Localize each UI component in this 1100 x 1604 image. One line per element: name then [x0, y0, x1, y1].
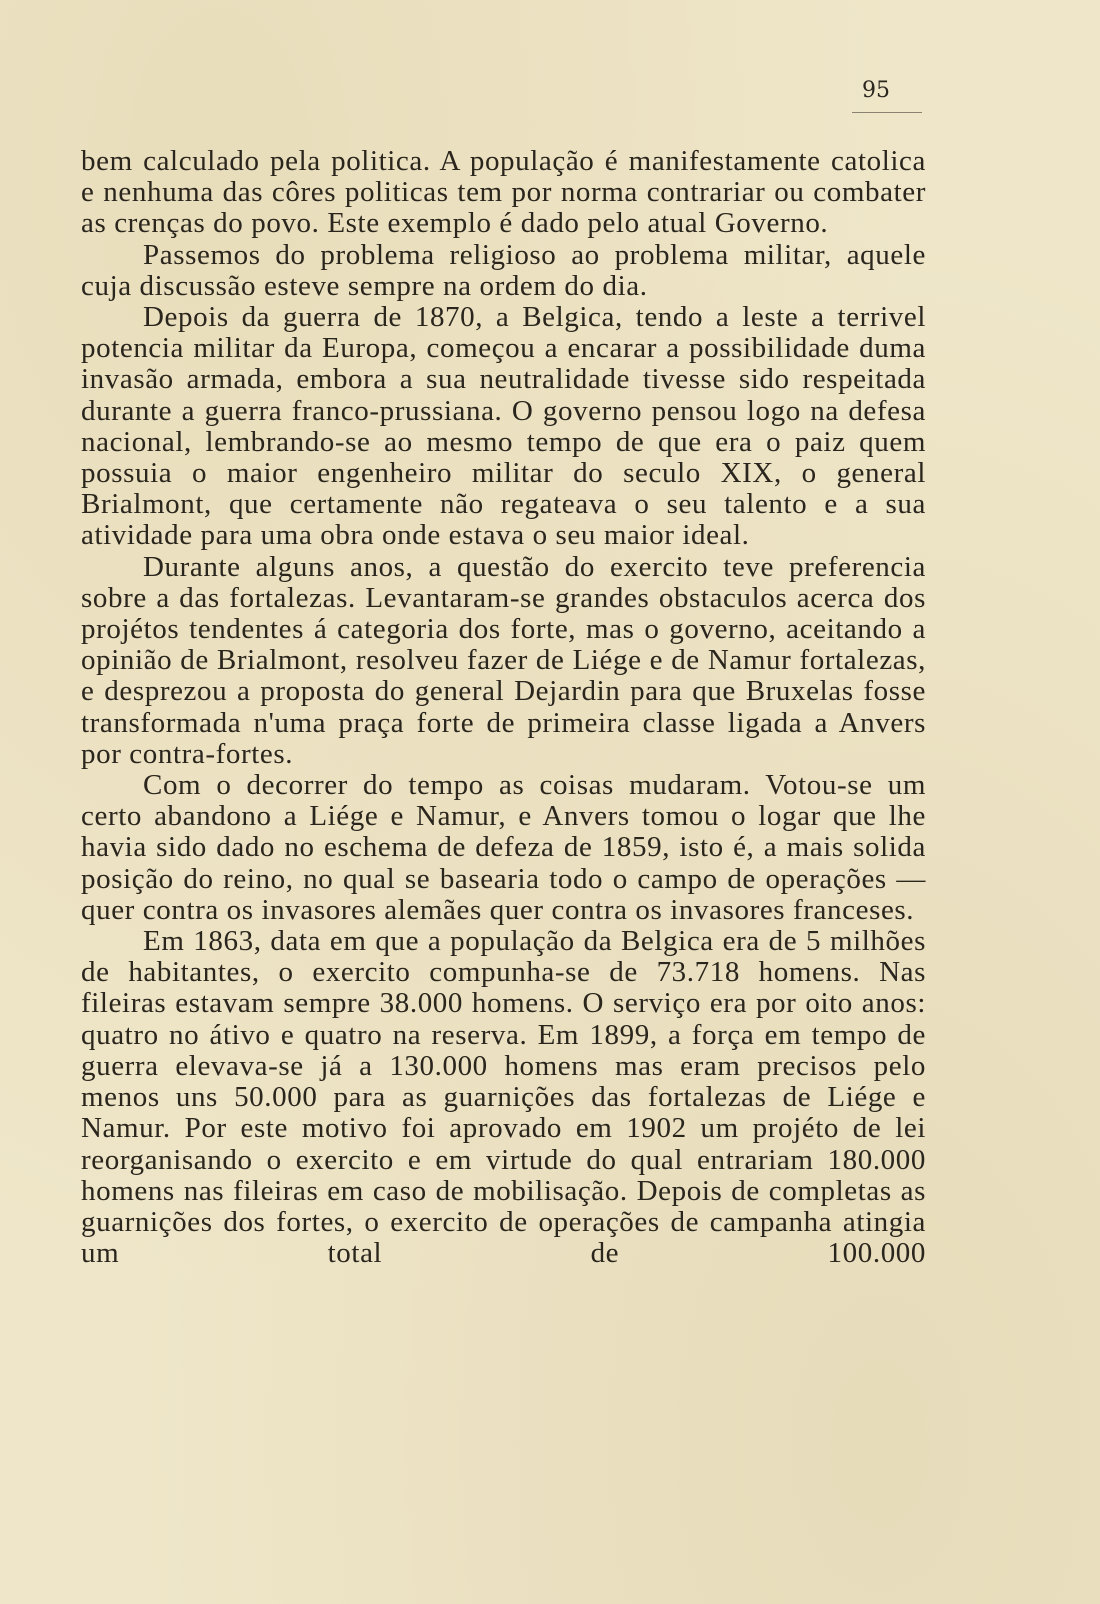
- paragraph: Com o decorrer do tempo as coisas mudaram. Votou-se um certo abandono a Liége e Namur, e Anvers tomou o logar que lhe havia sido dado no eschema de defeza de 1859, isto é, a mais solida posição do reino, no qual se basearia todo o campo de operações — quer contra os invasores alemães quer contra os invasores franceses.: [81, 769, 926, 926]
- paragraph: Em 1863, data em que a população da Belgica era de 5 milhões de habitantes, o exercito compunha-se de 73.718 homens. Nas fileiras estavam sempre 38.000 homens. O serviço era por oito anos: quatro no átivo e quatro na reserva. Em 1899, a força em tempo de guerra elevava-se já a 130.000 homens mas eram precisos pelo menos uns 50.000 para as guarnições das fortalezas de Liége e Namur. Por este motivo foi aprovado em 1902 um projéto de lei reorganisando o exercito e em virtude do qual entrariam 180.000 homens nas fileiras em caso de mobilisação. Depois de completas as guarnições dos fortes, o exercito de operações de campanha atingia um total de 100.000: [81, 925, 926, 1270]
- page-number: 95: [862, 78, 890, 103]
- paragraph: bem calculado pela politica. A população é manifestamente catolica e nenhuma das côres politicas tem por norma contrariar ou combater as crenças do povo. Este exemplo é dado pelo atual Governo.: [81, 145, 926, 240]
- paragraph: Passemos do problema religioso ao problema militar, aquele cuja discussão esteve sempre na ordem do dia.: [81, 238, 926, 302]
- paragraph: Durante alguns anos, a questão do exercito teve preferencia sobre a das fortalezas. Levantaram-se grandes obstaculos acerca dos projétos tendentes á categoria dos forte, mas o governo, aceitando a opinião de Brialmont, resolveu fazer de Liége e de Namur fortalezas, e desprezou a proposta do general Dejardin para que Bruxelas fosse transformada n'uma praça forte de primeira classe ligada a Anvers por contra-fortes.: [81, 550, 926, 770]
- paragraph: Depois da guerra de 1870, a Belgica, tendo a leste a terrivel potencia militar da Europa, começou a encarar a possibilidade duma invasão armada, embora a sua neutralidade tivesse sido respeitada durante a guerra franco-prussiana. O governo pensou logo na defesa nacional, lembrando-se ao mesmo tempo de que era o paiz quem possuia o maior engenheiro militar do seculo XIX, o general Brialmont, que certamente não regateava o seu talento e a sua atividade para uma obra onde estava o seu maior ideal.: [81, 301, 926, 552]
- header-rule: [852, 112, 922, 113]
- body-text: [81, 146, 926, 1269]
